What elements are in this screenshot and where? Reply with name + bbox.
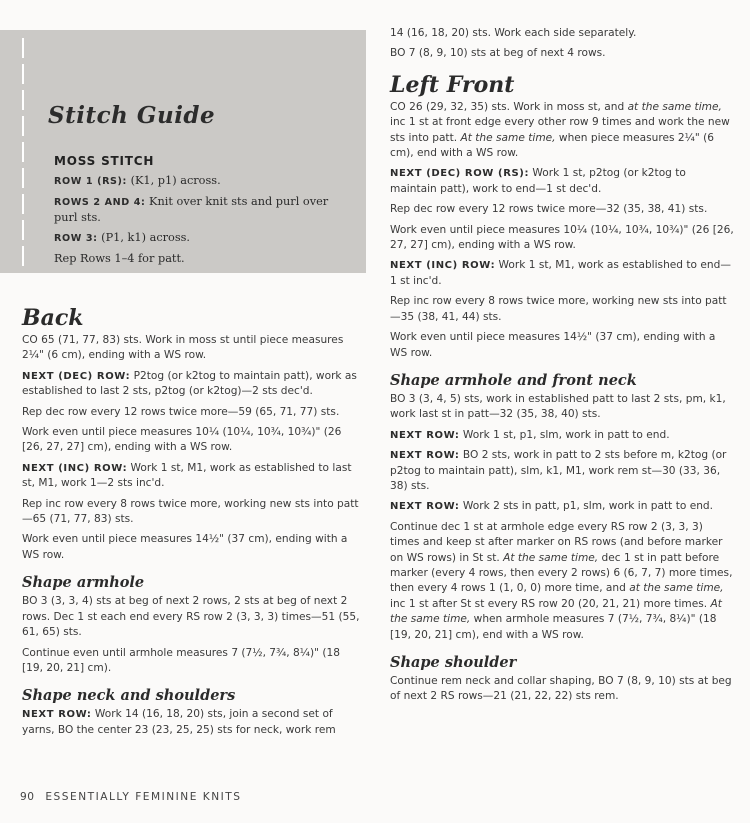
shape-shoulder-heading: Shape shoulder [390,654,517,671]
paragraph: NEXT (INC) ROW: Work 1 st, M1, work as established to end—1 st inc'd. [390,259,731,287]
stitch-guide-title: Stitch Guide [48,102,216,129]
moss-rows-2-4: ROWS 2 AND 4: Knit over knit sts and purl over purl sts. [54,195,329,224]
stitch-guide-body [54,154,344,271]
paragraph: NEXT ROW: Work 14 (16, 18, 20) sts, join a second set of yarns, BO the center 23 (23, 25, 25) sts for neck, work rem [22,708,336,736]
paragraph: NEXT ROW: BO 2 sts, work in patt to 2 sts before m, k2tog (or p2tog to maintain patt), slm, k1, M1, work rem st—30 (33, 36, 38) sts. [390,449,727,492]
paragraph: NEXT (DEC) ROW: P2tog (or k2tog to maintain patt), work as established to last 2 sts, p2tog (or k2tog)—2 sts dec'd. [22,369,357,398]
shape-neck-heading: Shape neck and shoulders [22,687,236,705]
right-column [390,26,735,710]
stitch-guide-box [0,30,366,273]
moss-repeat: Rep Rows 1–4 for patt. [54,252,185,265]
moss-row-3: ROW 3: (P1, k1) across. [54,231,191,244]
moss-row-1: ROW 1 (RS): (K1, p1) across. [54,174,221,187]
paragraph: 14 (16, 18, 20) sts. Work each side separately. [390,27,637,39]
paragraph: NEXT (INC) ROW: Work 1 st, M1, work as established to last st, M1, work 1—2 sts inc'd. [22,461,352,490]
paragraph: NEXT ROW: Work 1 st, p1, slm, work in patt to end. [390,428,670,441]
back-title: Back [22,305,84,331]
paragraph: CO 26 (29, 32, 35) sts. Work in moss st, and at the same time, inc 1 st at front edge every other row 9 times and work the new sts into patt. At the same time, when piece measures 2¼" (6 cm), end with a WS row. [390,100,730,160]
paragraph: NEXT ROW: Work 2 sts in patt, p1, slm, work in patt to end. [390,500,714,513]
left-front-title: Left Front [390,71,515,98]
page-number: 90 [20,791,35,803]
paragraph: NEXT (DEC) ROW (RS): Work 1 st, p2tog (or k2tog to maintain patt), work to end—1 st dec'd. [390,167,686,195]
moss-stitch-heading: MOSS STITCH [54,154,155,168]
paragraph: Work even until piece measures 10¼ (10¼, 10¾, 10¾)" (26 [26, 27, 27] cm), ending with a WS row. [22,426,342,454]
paragraph: Continue even until armhole measures 7 (7½, 7¾, 8¼)" (18 [19, 20, 21] cm). [22,646,341,674]
paragraph: BO 7 (8, 9, 10) sts at beg of next 4 rows. [390,47,606,60]
book-title: ESSENTIALLY FEMININE KNITS [45,791,242,803]
paragraph: CO 65 (71, 77, 83) sts. Work in moss st until piece measures 2¼" (6 cm), ending with a WS row. [22,334,344,362]
paragraph: Work even until piece measures 14½" (37 cm), ending with a WS row. [22,533,348,561]
paragraph: Rep inc row every 8 rows twice more, working new sts into patt—35 (38, 41, 44) sts. [390,295,727,323]
paragraph: Work even until piece measures 10¼ (10¼, 10¾, 10¾)" (26 [26, 27, 27] cm), ending with a WS row. [390,223,734,252]
decorative-bar-rule [22,38,24,270]
back-section [22,305,362,743]
paragraph: Continue dec 1 st at armhole edge every RS row 2 (3, 3, 3) times and keep st after marker on RS rows (and before marker on WS rows) in St st. At the same time, dec 1 st in patt before marker (every 4 rows, then every 2 rows) 6 (6, 7, 7) more times, then every 4 rows 1 (1, 0, 0) more time, and at the same time, inc 1 st after St st every RS row 20 (20, 21, 21) more times. At the same time, when armhole measures 7 (7½, 7¾, 8¼)" (18 [19, 20, 21] cm), end with a WS row. [390,520,733,641]
shape-armhole-front-neck-heading: Shape armhole and front neck [390,371,637,389]
paragraph: Continue rem neck and collar shaping, BO 7 (8, 9, 10) sts at beg of next 2 RS rows—21 (21, 22, 22) sts rem. [390,675,732,703]
paragraph: BO 3 (3, 4, 5) sts, work in established patt to last 2 sts, pm, k1, work last st in patt—32 (35, 38, 40) sts. [390,392,726,421]
page-footer [20,791,241,803]
paragraph: Rep dec row every 12 rows twice more—32 (35, 38, 41) sts. [390,203,708,216]
paragraph: BO 3 (3, 3, 4) sts at beg of next 2 rows, 2 sts at beg of next 2 rows. Dec 1 st each end every RS row 2 (3, 3, 3) times—51 (55, 61, 65) sts. [22,595,360,639]
paragraph: Rep dec row every 12 rows twice more—59 (65, 71, 77) sts. [22,405,340,418]
paragraph: Work even until piece measures 14½" (37 cm), ending with a WS row. [390,331,716,359]
paragraph: Rep inc row every 8 rows twice more, working new sts into patt—65 (71, 77, 83) sts. [22,497,359,526]
shape-armhole-heading: Shape armhole [22,574,145,592]
